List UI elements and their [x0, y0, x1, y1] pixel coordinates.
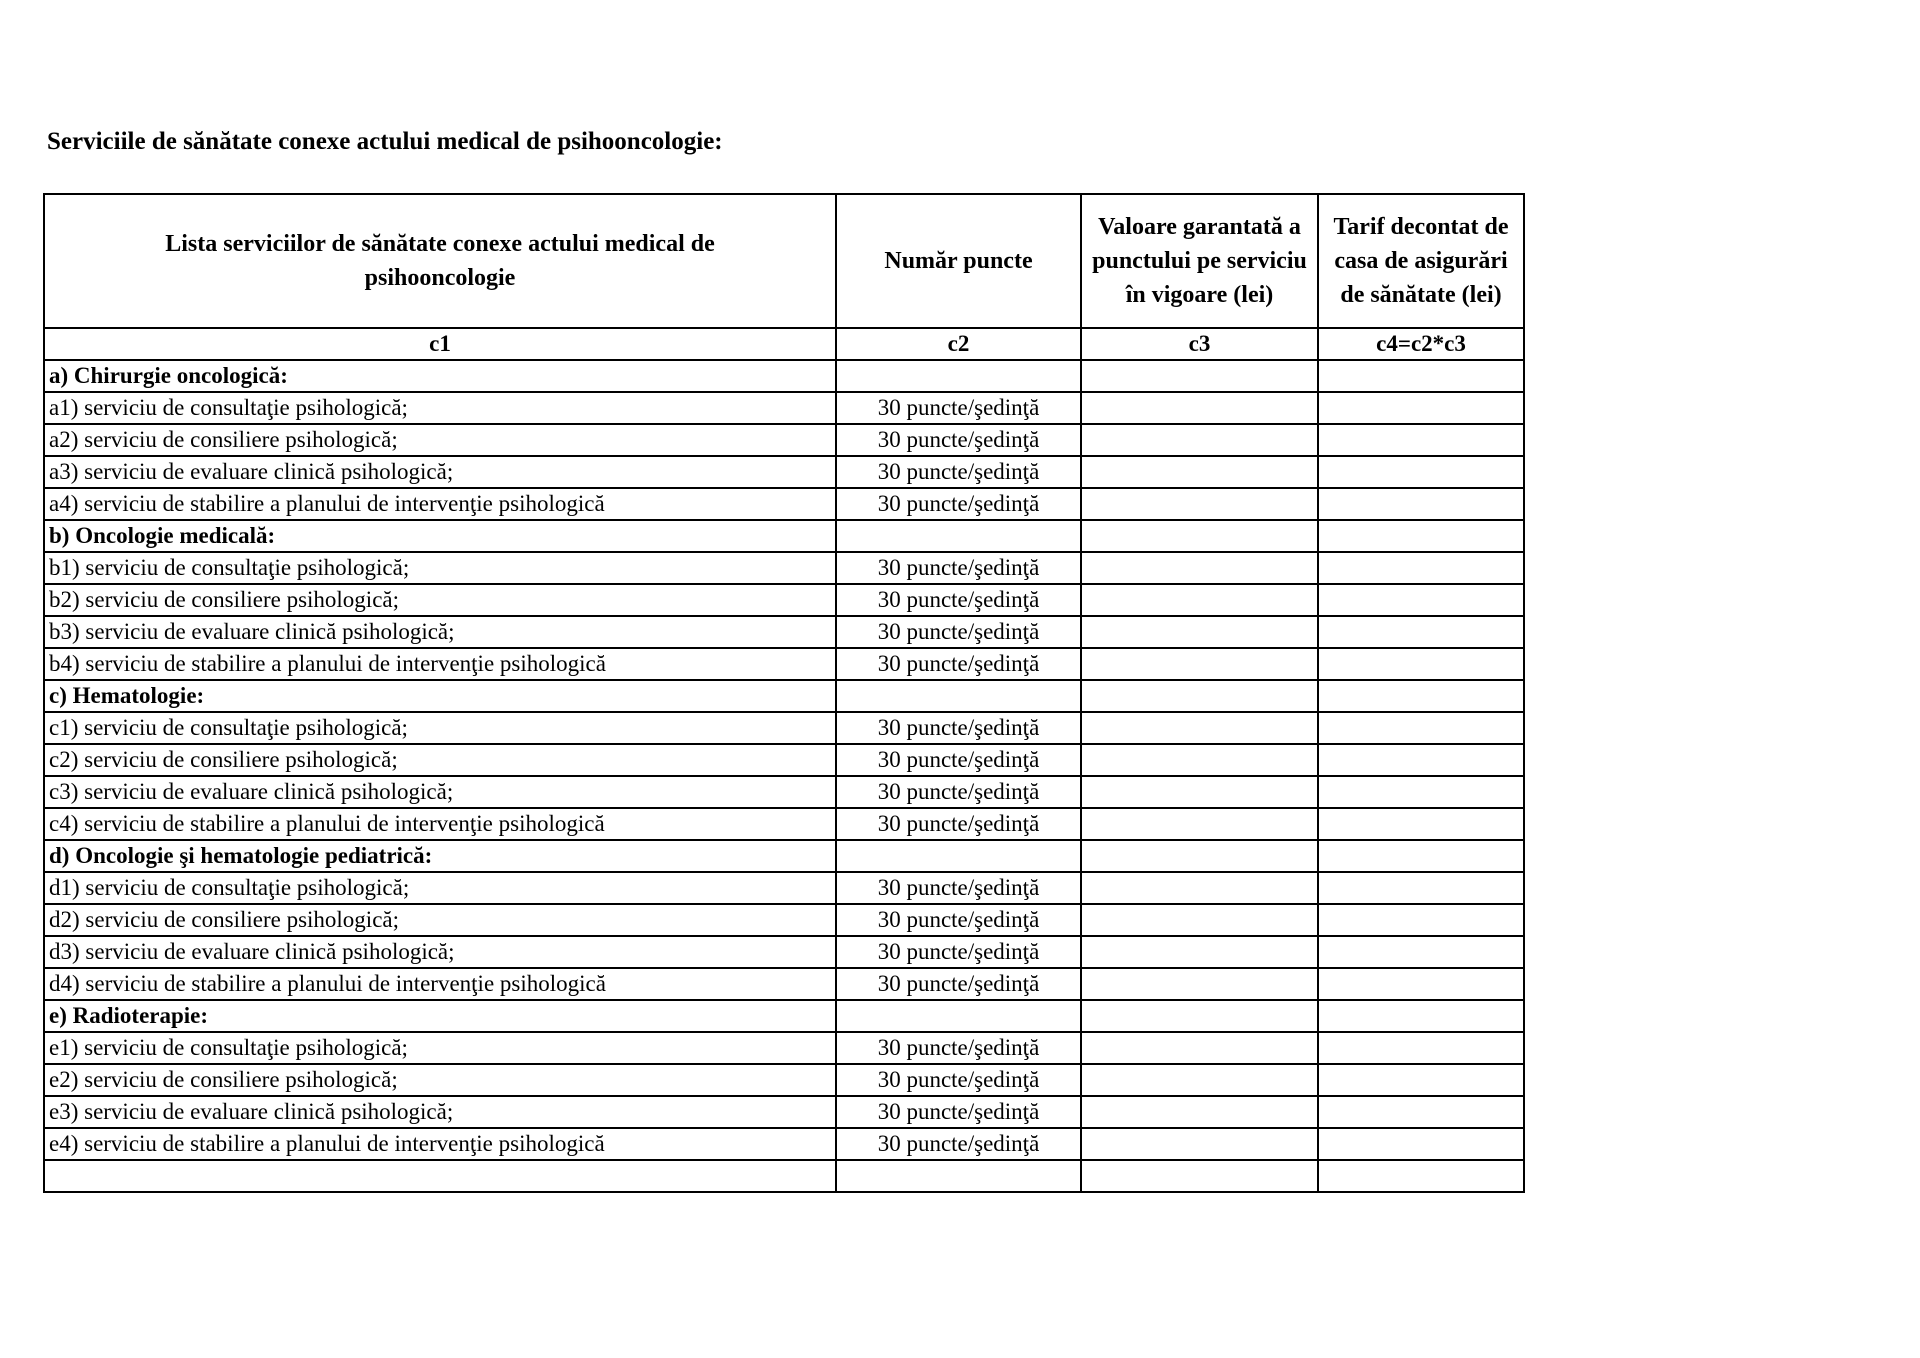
- table-row: [44, 776, 1524, 808]
- point-value-cell: [1081, 648, 1318, 680]
- point-value-cell: [1081, 616, 1318, 648]
- points-cell: 30 puncte/şedinţă: [836, 744, 1081, 776]
- points-cell: [836, 1000, 1081, 1032]
- points-cell: 30 puncte/şedinţă: [836, 936, 1081, 968]
- points-cell: 30 puncte/şedinţă: [836, 776, 1081, 808]
- tariff-cell: [1318, 488, 1524, 520]
- tariff-cell: [1318, 872, 1524, 904]
- tariff-cell: [1318, 776, 1524, 808]
- column-code: c2: [836, 328, 1081, 360]
- header-tariff: Tarif decontat de casa de asigurări de sănătate (lei): [1318, 194, 1524, 328]
- service-label: c4) serviciu de stabilire a planului de intervenţie psihologică: [44, 808, 836, 840]
- column-code: c1: [44, 328, 836, 360]
- points-cell: 30 puncte/şedinţă: [836, 616, 1081, 648]
- table-row: [44, 1128, 1524, 1160]
- tariff-cell: [1318, 840, 1524, 872]
- table-row: [44, 648, 1524, 680]
- table-row: [44, 872, 1524, 904]
- column-code: c3: [1081, 328, 1318, 360]
- point-value-cell: [1081, 936, 1318, 968]
- point-value-cell: [1081, 1000, 1318, 1032]
- tariff-cell: [1318, 968, 1524, 1000]
- section-label: a) Chirurgie oncologică:: [44, 360, 836, 392]
- header-services-list: Lista serviciilor de sănătate conexe actului medical de psihooncologie: [44, 194, 836, 328]
- service-label: b3) serviciu de evaluare clinică psihologică;: [44, 616, 836, 648]
- point-value-cell: [1081, 1160, 1318, 1192]
- point-value-cell: [1081, 776, 1318, 808]
- point-value-cell: [1081, 808, 1318, 840]
- service-label: [44, 1160, 836, 1192]
- table-row: [44, 1064, 1524, 1096]
- points-cell: 30 puncte/şedinţă: [836, 808, 1081, 840]
- tariff-cell: [1318, 648, 1524, 680]
- tariff-cell: [1318, 680, 1524, 712]
- table-row: [44, 808, 1524, 840]
- section-label: c) Hematologie:: [44, 680, 836, 712]
- table-row: [44, 1160, 1524, 1192]
- point-value-cell: [1081, 456, 1318, 488]
- service-label: a3) serviciu de evaluare clinică psihologică;: [44, 456, 836, 488]
- table-row: [44, 1032, 1524, 1064]
- section-row: [44, 840, 1524, 872]
- points-cell: 30 puncte/şedinţă: [836, 424, 1081, 456]
- table-row: [44, 584, 1524, 616]
- point-value-cell: [1081, 840, 1318, 872]
- point-value-cell: [1081, 360, 1318, 392]
- tariff-cell: [1318, 904, 1524, 936]
- tariff-cell: [1318, 1000, 1524, 1032]
- tariff-cell: [1318, 1064, 1524, 1096]
- point-value-cell: [1081, 424, 1318, 456]
- points-cell: 30 puncte/şedinţă: [836, 1032, 1081, 1064]
- table-row: [44, 1096, 1524, 1128]
- tariff-cell: [1318, 808, 1524, 840]
- tariff-cell: [1318, 744, 1524, 776]
- service-label: c2) serviciu de consiliere psihologică;: [44, 744, 836, 776]
- tariff-cell: [1318, 424, 1524, 456]
- service-label: d1) serviciu de consultaţie psihologică;: [44, 872, 836, 904]
- column-code-row: [44, 328, 1524, 360]
- table-row: [44, 744, 1524, 776]
- section-row: [44, 520, 1524, 552]
- point-value-cell: [1081, 488, 1318, 520]
- services-table: [43, 193, 1525, 1193]
- service-label: a1) serviciu de consultaţie psihologică;: [44, 392, 836, 424]
- points-cell: 30 puncte/şedinţă: [836, 1064, 1081, 1096]
- points-cell: [836, 840, 1081, 872]
- service-label: a4) serviciu de stabilire a planului de intervenţie psihologică: [44, 488, 836, 520]
- table-row: [44, 552, 1524, 584]
- point-value-cell: [1081, 744, 1318, 776]
- service-label: b2) serviciu de consiliere psihologică;: [44, 584, 836, 616]
- tariff-cell: [1318, 1128, 1524, 1160]
- point-value-cell: [1081, 872, 1318, 904]
- points-cell: 30 puncte/şedinţă: [836, 1128, 1081, 1160]
- service-label: d3) serviciu de evaluare clinică psihologică;: [44, 936, 836, 968]
- points-cell: [836, 360, 1081, 392]
- table-body: [44, 360, 1524, 1192]
- service-label: c1) serviciu de consultaţie psihologică;: [44, 712, 836, 744]
- section-row: [44, 1000, 1524, 1032]
- service-label: c3) serviciu de evaluare clinică psihologică;: [44, 776, 836, 808]
- tariff-cell: [1318, 712, 1524, 744]
- table-row: [44, 488, 1524, 520]
- section-label: b) Oncologie medicală:: [44, 520, 836, 552]
- point-value-cell: [1081, 968, 1318, 1000]
- points-cell: 30 puncte/şedinţă: [836, 584, 1081, 616]
- points-cell: 30 puncte/şedinţă: [836, 904, 1081, 936]
- service-label: d4) serviciu de stabilire a planului de intervenţie psihologică: [44, 968, 836, 1000]
- point-value-cell: [1081, 584, 1318, 616]
- service-label: e4) serviciu de stabilire a planului de intervenţie psihologică: [44, 1128, 836, 1160]
- point-value-cell: [1081, 1096, 1318, 1128]
- point-value-cell: [1081, 520, 1318, 552]
- table-row: [44, 904, 1524, 936]
- points-cell: 30 puncte/şedinţă: [836, 968, 1081, 1000]
- section-row: [44, 680, 1524, 712]
- point-value-cell: [1081, 1064, 1318, 1096]
- tariff-cell: [1318, 392, 1524, 424]
- tariff-cell: [1318, 584, 1524, 616]
- table-row: [44, 424, 1524, 456]
- table-row: [44, 456, 1524, 488]
- points-cell: 30 puncte/şedinţă: [836, 488, 1081, 520]
- service-label: a2) serviciu de consiliere psihologică;: [44, 424, 836, 456]
- tariff-cell: [1318, 520, 1524, 552]
- section-label: d) Oncologie şi hematologie pediatrică:: [44, 840, 836, 872]
- point-value-cell: [1081, 552, 1318, 584]
- points-cell: 30 puncte/şedinţă: [836, 648, 1081, 680]
- table-row: [44, 616, 1524, 648]
- point-value-cell: [1081, 680, 1318, 712]
- service-label: b4) serviciu de stabilire a planului de intervenţie psihologică: [44, 648, 836, 680]
- tariff-cell: [1318, 1160, 1524, 1192]
- table-row: [44, 936, 1524, 968]
- service-label: e3) serviciu de evaluare clinică psihologică;: [44, 1096, 836, 1128]
- tariff-cell: [1318, 936, 1524, 968]
- column-code: c4=c2*c3: [1318, 328, 1524, 360]
- points-cell: [836, 1160, 1081, 1192]
- table-row: [44, 712, 1524, 744]
- tariff-cell: [1318, 1096, 1524, 1128]
- tariff-cell: [1318, 552, 1524, 584]
- point-value-cell: [1081, 1128, 1318, 1160]
- tariff-cell: [1318, 616, 1524, 648]
- tariff-cell: [1318, 360, 1524, 392]
- point-value-cell: [1081, 392, 1318, 424]
- points-cell: 30 puncte/şedinţă: [836, 392, 1081, 424]
- points-cell: 30 puncte/şedinţă: [836, 872, 1081, 904]
- header-row: [44, 194, 1524, 328]
- page-title: Serviciile de sănătate conexe actului medical de psihooncologie:: [47, 128, 723, 155]
- points-cell: 30 puncte/şedinţă: [836, 456, 1081, 488]
- service-label: b1) serviciu de consultaţie psihologică;: [44, 552, 836, 584]
- point-value-cell: [1081, 904, 1318, 936]
- points-cell: [836, 680, 1081, 712]
- points-cell: 30 puncte/şedinţă: [836, 552, 1081, 584]
- point-value-cell: [1081, 712, 1318, 744]
- points-cell: [836, 520, 1081, 552]
- tariff-cell: [1318, 1032, 1524, 1064]
- header-points: Număr puncte: [836, 194, 1081, 328]
- service-label: d2) serviciu de consiliere psihologică;: [44, 904, 836, 936]
- service-label: e2) serviciu de consiliere psihologică;: [44, 1064, 836, 1096]
- table-row: [44, 968, 1524, 1000]
- tariff-cell: [1318, 456, 1524, 488]
- points-cell: 30 puncte/şedinţă: [836, 1096, 1081, 1128]
- points-cell: 30 puncte/şedinţă: [836, 712, 1081, 744]
- section-label: e) Radioterapie:: [44, 1000, 836, 1032]
- point-value-cell: [1081, 1032, 1318, 1064]
- header-point-value: Valoare garantată a punctului pe serviciu în vigoare (lei): [1081, 194, 1318, 328]
- service-label: e1) serviciu de consultaţie psihologică;: [44, 1032, 836, 1064]
- table-row: [44, 392, 1524, 424]
- section-row: [44, 360, 1524, 392]
